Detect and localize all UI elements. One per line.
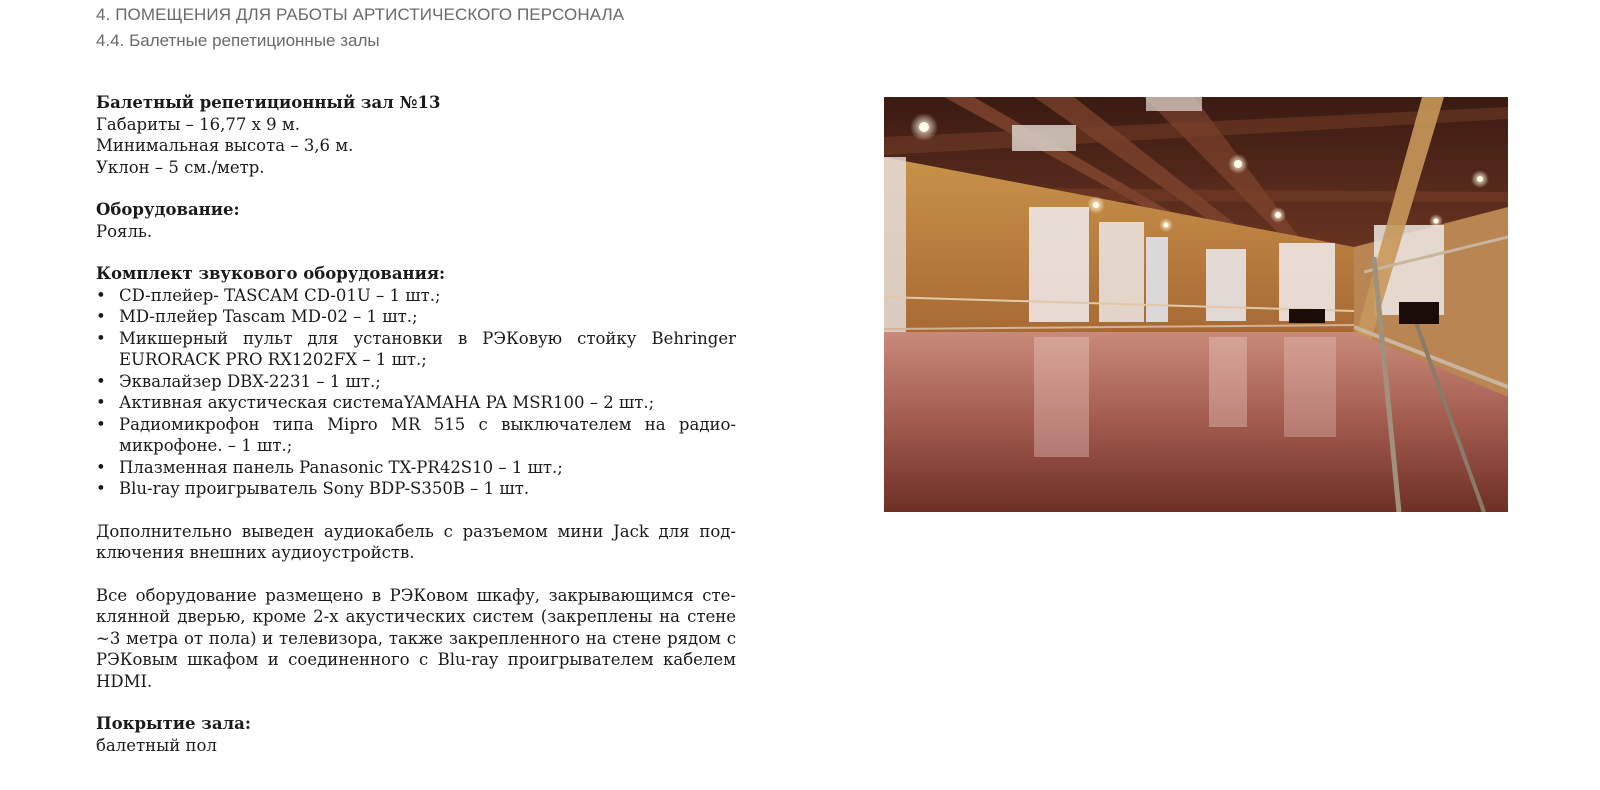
- audio-cable-note: [96, 521, 736, 564]
- hall-specs: [96, 92, 736, 178]
- subsection-title: 4.4. Балетные репетиционные залы: [96, 31, 380, 50]
- list-item: • Микшерный пульт для установки в РЭКовую стойку Behringer EURORACK PRO RX1202FX – 1 шт.;: [96, 328, 736, 371]
- hall-slope: Уклон – 5 см./метр.: [96, 157, 265, 177]
- equipment-section: [96, 199, 736, 242]
- floor-value: балетный пол: [96, 735, 217, 755]
- equipment-heading: Оборудование:: [96, 200, 240, 219]
- list-item: • Радиомикрофон типа Mipro MR 515 с выключателем на радио-микрофоне. – 1 шт.;: [96, 414, 736, 457]
- equipment-items: Рояль.: [96, 221, 153, 241]
- audio-cable-text: Дополнительно выведен аудиокабель с разъемом мини Jack для под-ключения внешних аудиоустройств.: [96, 521, 736, 562]
- placement-note: [96, 585, 736, 693]
- list-item: • Плазменная панель Panasonic TX-PR42S10 – 1 шт.;: [96, 457, 736, 479]
- floor-section: [96, 713, 736, 756]
- page-header: [96, 2, 624, 54]
- ballet-hall-photo-illustration: [884, 97, 1508, 512]
- sound-equipment-section: [96, 263, 736, 500]
- list-item: • Blu-ray проигрыватель Sony BDP-S350B – 1 шт.: [96, 478, 736, 500]
- hall-photo: [884, 97, 1508, 512]
- list-item: • MD-плейер Tascam MD-02 – 1 шт.;: [96, 306, 736, 328]
- section-title: 4. ПОМЕЩЕНИЯ ДЛЯ РАБОТЫ АРТИСТИЧЕСКОГО ПЕРСОНАЛА: [96, 5, 625, 24]
- sound-equipment-heading: Комплект звукового оборудования:: [96, 264, 446, 283]
- hall-name: Балетный репетиционный зал №13: [96, 93, 441, 112]
- list-item: • CD-плейер- TASCAM CD-01U – 1 шт.;: [96, 285, 736, 307]
- hall-dimensions: Габариты – 16,77 х 9 м.: [96, 114, 300, 134]
- list-item: • Активная акустическая системаYAMAHA PA MSR100 – 2 шт.;: [96, 392, 736, 414]
- floor-heading: Покрытие зала:: [96, 714, 251, 733]
- list-item: • Эквалайзер DBX-2231 – 1 шт.;: [96, 371, 736, 393]
- placement-text: Все оборудование размещено в РЭКовом шкафу, закрывающимся сте-клянной дверью, кроме 2-х акустических систем (закреплены на стене ~3 метра от пола) и телевизора, также закрепленного на стене рядом с РЭКовым шкафом и соединенного с Blu-ray проигрывателем кабелем HDMI.: [96, 585, 736, 691]
- sound-equipment-list: [96, 285, 736, 500]
- hall-min-height: Минимальная высота – 3,6 м.: [96, 136, 354, 155]
- hall-description: [96, 92, 736, 756]
